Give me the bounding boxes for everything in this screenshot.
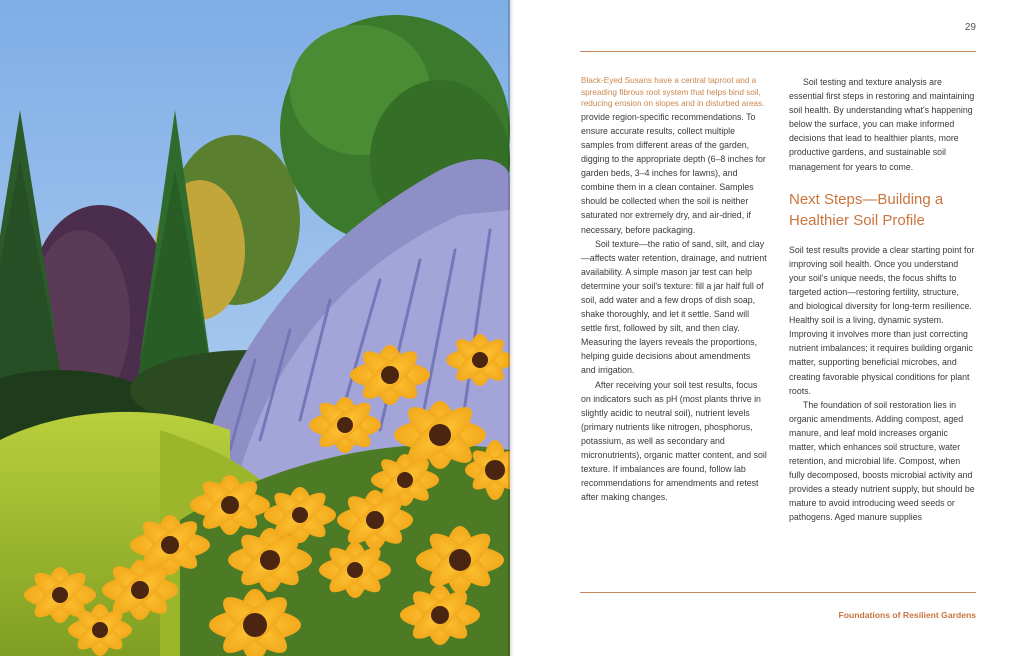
running-footer: Foundations of Resilient Gardens [838,610,976,620]
body-paragraph: The foundation of soil restoration lies in organic amendments. Adding compost, aged manure, and leaf mold increases organic matter, which enhances soil structure, water retention, and microbial life. Compost, when fully decomposed, boosts microbial activity and provides a steady nutrient supply, but should be mature to avoid introducing weed seeds or pathogens. Aged manure supplies [789,399,975,523]
photo-caption: Black-Eyed Susans have a central taproot and a spreading fibrous root system that helps bind soil, reducing erosion on slopes and in disturbed areas. [581,76,765,109]
text-column-left [581,75,767,504]
body-paragraph: Soil texture—the ratio of sand, silt, and clay—affects water retention, drainage, and nutrient availability. A simple mason jar test can help determine your soil's texture: fill a jar half full of soil, add water and a few drops of dish soap, shake thoroughly, and let it settle. Sand will settle first, followed by silt, and then clay. Measuring the layers reveals the proportions, helping guide decisions about amendments and irrigation. [581,238,767,376]
text-column-right [789,75,975,525]
page-number: 29 [964,22,976,33]
body-paragraph: provide region-specific recommendations. To ensure accurate results, collect multiple samples from different areas of the garden, digging to the appropriate depth (6–8 inches for garden beds, 3–4 inches for lawns), and combine them in a clean container. Samples should be collected when the soil is neither saturated nor extremely dry, and air-dried, if necessary, before packaging. [581,111,766,235]
header-rule [580,51,976,52]
body-paragraph: Soil testing and texture analysis are essential first steps in restoring and maintaining soil health. By understanding what's happening below the surface, you can make informed decisions that lead to healthier plants, more productive gardens, and sustainable soil management for years to come. [789,77,975,172]
body-paragraph: After receiving your soil test results, focus on indicators such as pH (most plants thrive in slightly acidic to neutral soil), nutrient levels (primary nutrients like nitrogen, phosphorus, potassium, as well as secondary and micronutrients), organic matter content, and soil texture. If imbalances are found, follow lab recommendations for amendments and retest after making changes. [581,379,767,503]
book-gutter-shadow [508,0,514,656]
section-heading: Next Steps—Building a Healthier Soil Profile [789,190,944,229]
footer-rule [580,592,976,593]
body-paragraph: Soil test results provide a clear starting point for improving soil health. Once you understand your soil's unique needs, the focus shifts to targeted action—restoring fertility, structure, and biological diversity for long-term resilience. Healthy soil is a living, dynamic system. Improving it involves more than just correcting nutrient imbalances; it requires building organic matter, supporting beneficial microbes, and creating favorable physical conditions for plant roots. [789,244,975,396]
